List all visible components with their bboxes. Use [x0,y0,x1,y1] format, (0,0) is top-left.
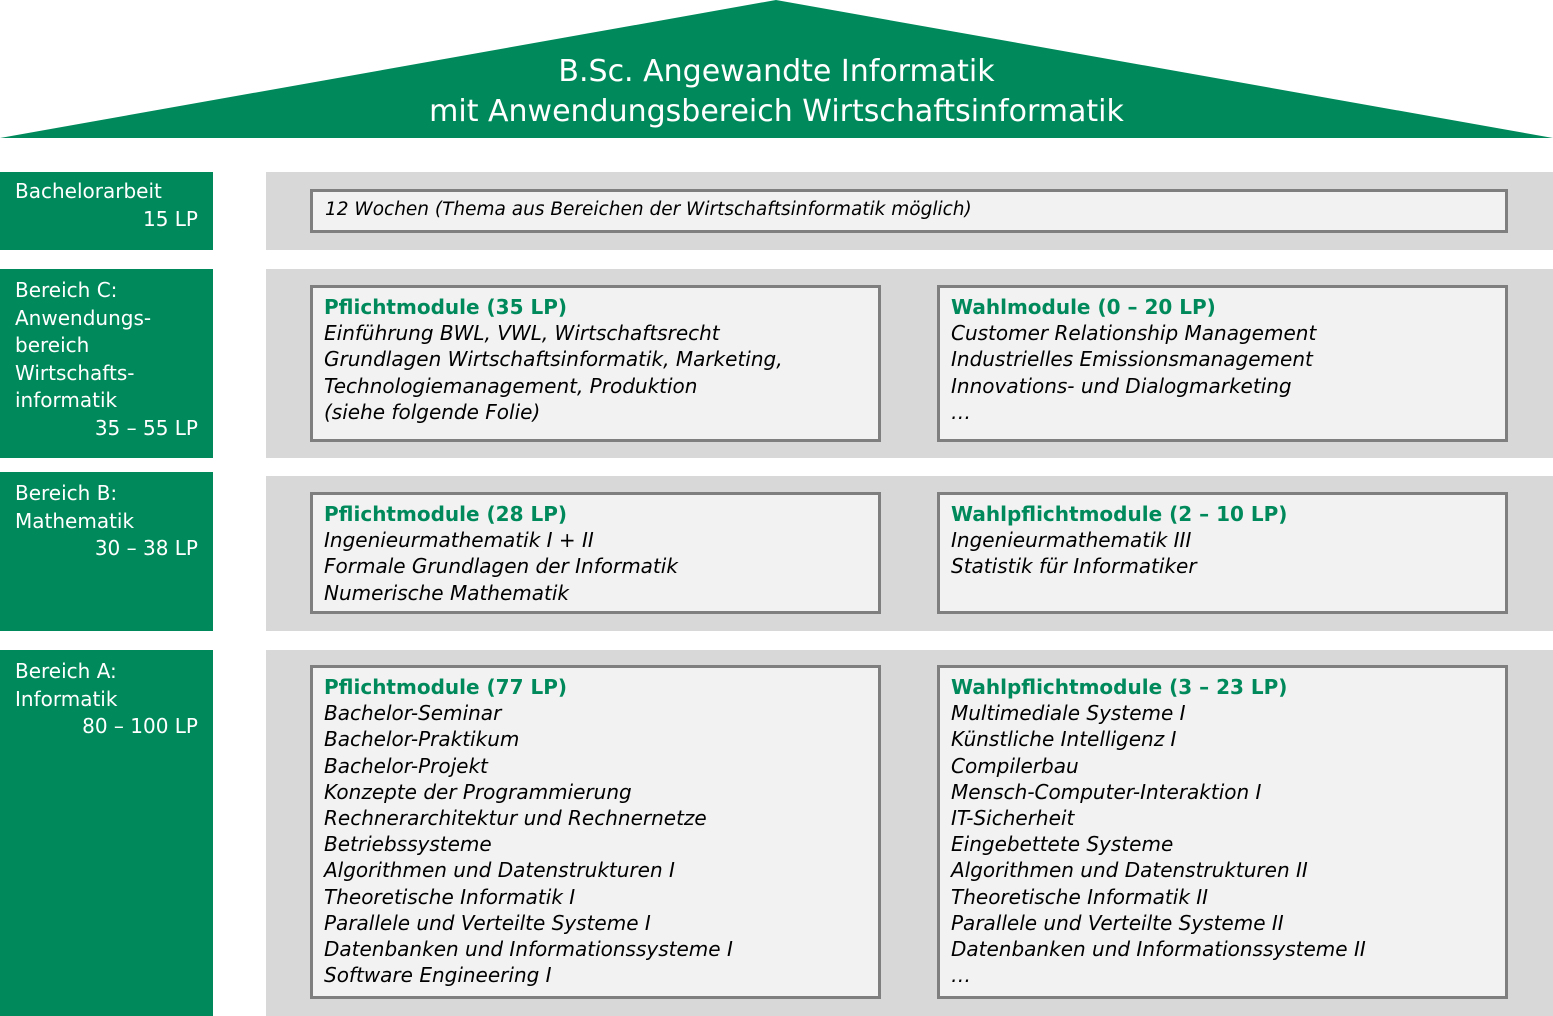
module-item: Customer Relationship Management [951,321,1317,346]
module-item: Ingenieurmathematik I + II [324,528,594,553]
module-box-heading: Pflichtmodule (77 LP) [324,675,567,699]
module-item: Künstliche Intelligenz I [951,727,1177,752]
side-label-line: Mathematik [15,508,135,533]
module-item: Formale Grundlagen der Informatik [324,554,678,579]
side-label-line: Informatik [15,686,118,711]
side-label-bereich-c [0,269,213,458]
side-label-bachelorarbeit [0,172,213,250]
module-item: Parallele und Verteilte Systeme II [951,910,1284,935]
module-item: Algorithmen und Datenstrukturen II [951,858,1308,883]
side-label-line: Bereich A: [15,659,117,683]
side-label-title: Bachelorarbeit [15,179,162,203]
module-item: Software Engineering I [324,963,552,988]
module-item: Statistik für Informatiker [951,554,1197,579]
thesis-box [310,189,1508,233]
module-item: Ingenieurmathematik III [951,528,1192,553]
module-box-a-pflicht [310,665,881,999]
side-label-line: Bereich C: [15,278,118,302]
module-item: Parallele und Verteilte Systeme I [324,910,651,935]
module-item: … [951,963,971,988]
module-item: Datenbanken und Informationssysteme I [324,937,733,962]
side-label-lp: 80 – 100 LP [82,714,198,738]
side-label-line: bereich [15,333,90,357]
side-label-lp: 30 – 38 LP [94,536,198,560]
module-item: Theoretische Informatik I [324,884,576,909]
side-label-lp: 35 – 55 LP [94,415,198,440]
module-item: Multimediale Systeme I [951,701,1186,726]
side-label-line: Bereich B: [15,481,118,505]
module-item: Bachelor-Projekt [324,753,488,778]
module-item: Numerische Mathematik [324,580,570,605]
module-box-heading: Wahlpflichtmodule (3 – 23 LP) [951,675,1288,699]
side-label-lp: 15 LP [142,206,198,231]
module-item: (siehe folgende Folie) [324,399,541,424]
module-item: Bachelor-Seminar [324,701,502,726]
thesis-text: 12 Wochen (Thema aus Bereichen der Wirtschaftsinformatik möglich) [325,199,972,220]
module-item: Algorithmen und Datenstrukturen I [324,858,675,883]
side-label-line: Anwendungs- [15,305,152,330]
side-label-bereich-a [0,650,213,1016]
module-item: Bachelor-Praktikum [324,727,520,752]
title-line-1: B.Sc. Angewandte Informatik [558,54,995,89]
title-line-2: mit Anwendungsbereich Wirtschaftsinformatik [429,94,1124,129]
module-box-heading: Pflichtmodule (28 LP) [324,502,567,526]
module-item: Industrielles Emissionsmanagement [951,347,1313,372]
module-item: … [951,399,971,424]
module-item: Datenbanken und Informationssysteme II [951,937,1366,962]
module-item: Innovations- und Dialogmarketing [951,373,1292,398]
side-label-bereich-b [0,472,213,631]
module-box-c-pflicht [310,285,881,442]
module-item: Eingebettete Systeme [951,832,1174,857]
module-box-heading: Wahlmodule (0 – 20 LP) [951,295,1216,319]
module-box-a-wahlpflicht [937,665,1508,999]
program-title [0,52,1553,132]
module-item: Compilerbau [951,753,1079,778]
module-item: Betriebssysteme [324,832,492,857]
side-label-line: informatik [15,388,118,412]
module-item: Mensch-Computer-Interaktion I [951,779,1262,804]
module-box-b-wahlpflicht [937,492,1508,614]
module-item: Konzepte der Programmierung [324,779,632,804]
module-item: Einführung BWL, VWL, Wirtschaftsrecht [324,321,720,346]
module-box-heading: Pflichtmodule (35 LP) [324,295,567,319]
module-item: Technologiemanagement, Produktion [324,373,698,398]
module-item: Theoretische Informatik II [951,884,1209,909]
side-label-line: Wirtschafts- [15,360,135,385]
module-box-b-pflicht [310,492,881,614]
module-item: IT-Sicherheit [951,806,1075,831]
module-item: Grundlagen Wirtschaftsinformatik, Marketing, [324,347,783,372]
module-box-heading: Wahlpflichtmodule (2 – 10 LP) [951,502,1288,526]
module-box-c-wahl [937,285,1508,442]
module-item: Rechnerarchitektur und Rechnernetze [324,806,707,831]
